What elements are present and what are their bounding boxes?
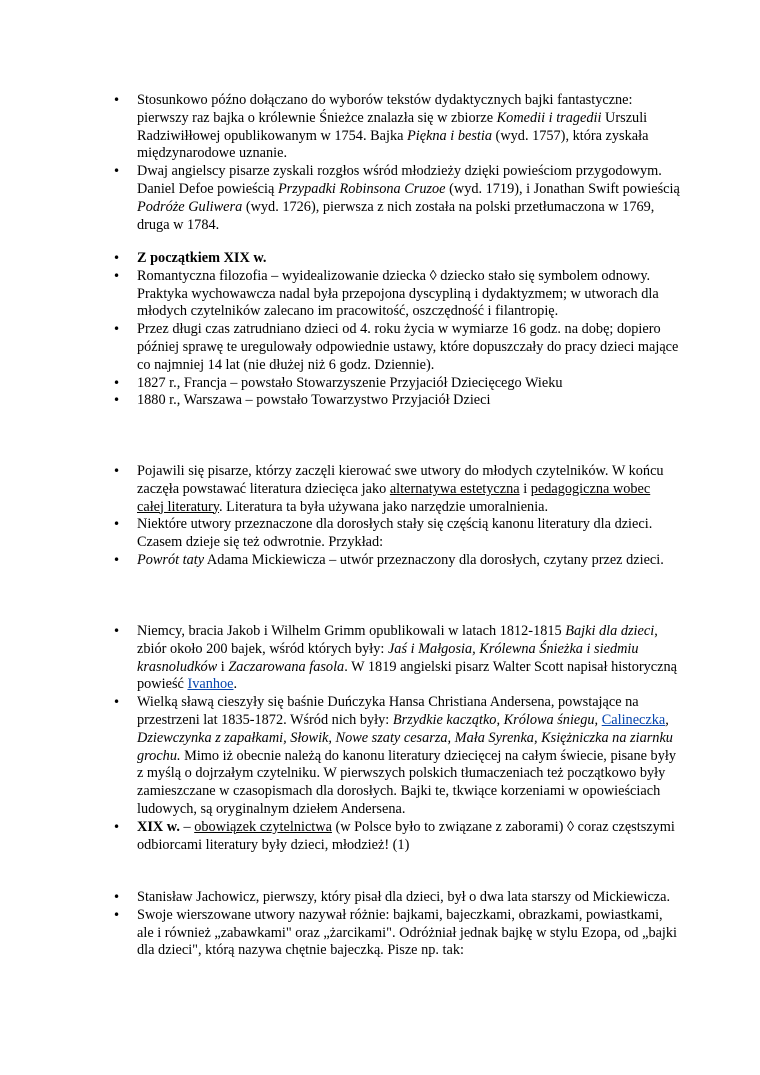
list-item: • 1827 r., Francja – powstało Stowarzyszenie Przyjaciół Dziecięcego Wieku xyxy=(0,375,760,393)
list-item: • Stosunkowo późno dołączano do wyborów tekstów dydaktycznych bajki fantastyczne: pierwszy raz bajka o królewnie Śnieżce znalazła się w zbiorze Komedii i tragedii Urszuli Radziwiłłowej opublikowanym w 1754. Bajka Piękna i bestia (wyd. 1757), która zyskała międzynarodowe uznanie. xyxy=(0,92,760,163)
section-4-list xyxy=(0,623,760,854)
list-item: • Swoje wierszowane utwory nazywał różnie: bajkami, bajeczkami, obrazkami, powiastkami, ale i również „zabawkami" oraz „żarcikami". Odróżniał jednak bajkę w stylu Ezopa, od „bajki dla dzieci", którą nazywa chętnie bajeczką. Pisze np. tak: xyxy=(0,907,760,960)
list-item: • Powrót taty Adama Mickiewicza – utwór przeznaczony dla dorosłych, czytany przez dzieci. xyxy=(0,552,760,570)
list-item: • Dwaj angielscy pisarze zyskali rozgłos wśród młodzieży dzięki powieściom przygodowym. Daniel Defoe powieścią Przypadki Robinsona Cruzoe (wyd. 1719), i Jonathan Swift powieścią Podróże Guliwera (wyd. 1726), pierwsza z nich została na polski przetłumaczona w 1769, druga w 1784. xyxy=(0,163,760,234)
section-3-list xyxy=(0,463,760,570)
list-item: • Romantyczna filozofia – wyidealizowanie dziecka ◊ dziecko stało się symbolem odnowy. Praktyka wychowawcza nadal była przepojona dyscypliną i dydaktyzmem; w utworach dla młodych czytelników zalecano im pracowitość, oszczędność i filantropię. xyxy=(0,268,760,321)
list-item: • Wielką sławą cieszyły się baśnie Duńczyka Hansa Christiana Andersena, powstające na przestrzeni lat 1835-1872. Wśród nich były: Brzydkie kaczątko, Królowa śniegu, Calineczka, Dziewczynka z zapałkami, Słowik, Nowe szaty cesarza, Mała Syrenka, Księżniczka na ziarnku grochu. Mimo iż obecnie należą do kanonu literatury dziecięcej na całym świecie, pisane były z myślą o dojrzałym czytelniku. W pierwszych polskich tłumaczeniach też początkowo były zamieszczane w czasopismach dla dorosłych. Bajki te, tkwiące korzeniami w opowieściach ludowych, są oryginalnym dziełem Andersena. xyxy=(0,694,760,819)
list-item: • XIX w. – obowiązek czytelnictwa (w Polsce było to związane z zaborami) ◊ coraz częstszymi odbiorcami literatury były dzieci, młodzież! (1) xyxy=(0,819,760,855)
underlined-term: obowiązek czytelnictwa xyxy=(194,818,332,835)
ivanhoe-link[interactable]: Ivanhoe xyxy=(187,676,234,693)
section-1-list xyxy=(0,92,760,234)
section-heading: • Z początkiem XIX w. xyxy=(0,250,760,268)
list-item: • Niemcy, bracia Jakob i Wilhelm Grimm opublikowali w latach 1812-1815 Bajki dla dzieci, zbiór około 200 bajek, wśród których były: Jaś i Małgosia, Królewna Śnieżka i siedmiu krasnoludków i Zaczarowana fasola. W 1819 angielski pisarz Walter Scott napisał historyczną powieść Ivanhoe. xyxy=(0,623,760,694)
list-item: • Pojawili się pisarze, którzy zaczęli kierować swe utwory do młodych czytelników. W końcu zaczęła powstawać literatura dziecięca jako alternatywa estetyczna i pedagogiczna wobec całej literatury. Literatura ta była używana jako narzędzie umoralnienia. xyxy=(0,463,760,516)
list-item: • Stanisław Jachowicz, pierwszy, który pisał dla dzieci, był o dwa lata starszy od Mickiewicza. xyxy=(0,889,760,907)
calineczka-link[interactable]: Calineczka xyxy=(601,711,666,728)
underlined-term: pedagogiczna wobec całej literatury xyxy=(137,480,651,515)
section-2-list xyxy=(0,250,760,410)
underlined-term: alternatywa estetyczna xyxy=(389,480,520,497)
list-item: • Niektóre utwory przeznaczone dla dorosłych stały się częścią kanonu literatury dla dzieci. Czasem dzieje się też odwrotnie. Przykład: xyxy=(0,516,760,552)
list-item: • 1880 r., Warszawa – powstało Towarzystwo Przyjaciół Dzieci xyxy=(0,392,760,410)
list-item: • Przez długi czas zatrudniano dzieci od 4. roku życia w wymiarze 16 godz. na dobę; dopiero później sprawę te uregulowały odpowiednie ustawy, które dopuszczały do pracy dzieci mające co najmniej 14 lat (nie dłużej niż 6 godz. Dziennie). xyxy=(0,321,760,374)
section-5-list xyxy=(0,889,760,960)
